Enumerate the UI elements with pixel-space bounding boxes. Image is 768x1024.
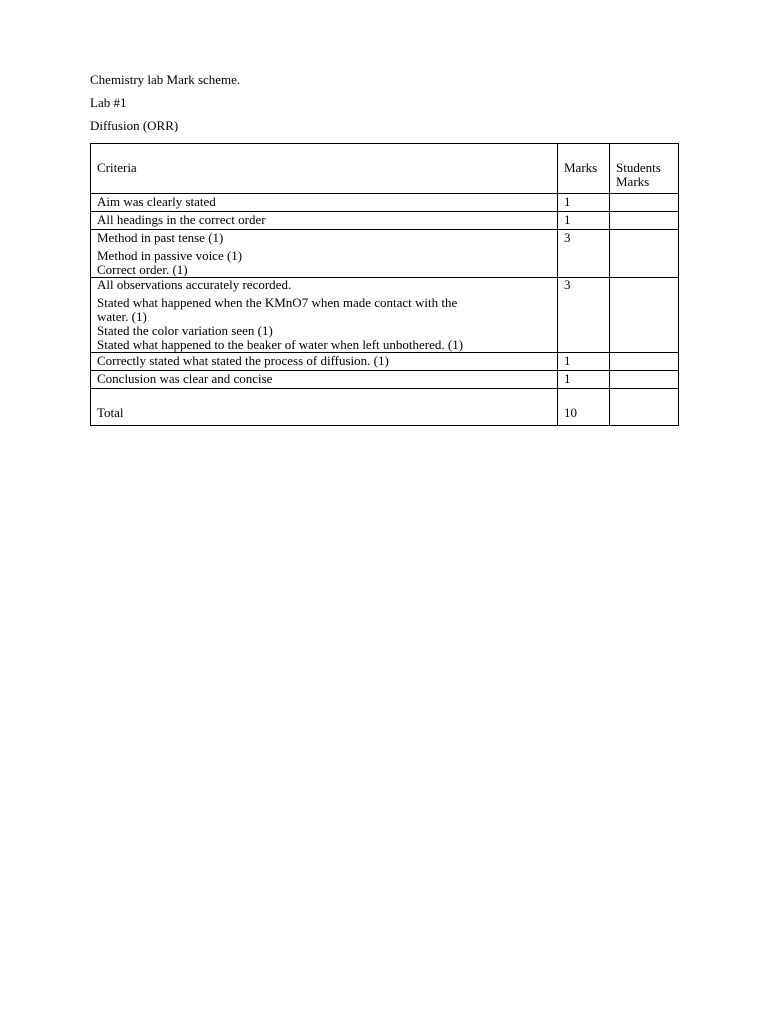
criteria-cell: [91, 278, 558, 353]
criteria-text: All headings in the correct order: [97, 212, 266, 227]
criteria-cell: [91, 212, 558, 230]
lab-number: Lab #1: [90, 95, 127, 110]
marks-cell: 3: [558, 278, 610, 353]
students-marks-cell[interactable]: [610, 278, 679, 353]
total-students-marks-cell[interactable]: [610, 389, 679, 426]
header-criteria: [91, 144, 558, 194]
criteria-text: Aim was clearly stated: [97, 194, 216, 209]
header-students-marks: [610, 144, 679, 194]
students-marks-cell[interactable]: [610, 230, 679, 278]
table-row: [91, 230, 679, 278]
total-label-cell: Total: [91, 389, 558, 426]
header-marks-label: Marks: [564, 160, 598, 175]
criteria-text: All observations accurately recorded.: [97, 277, 292, 292]
marks-cell: 1: [558, 212, 610, 230]
marks-cell: 3: [558, 230, 610, 278]
marks-cell: 1: [558, 371, 610, 389]
header-criteria-label: Criteria: [97, 160, 137, 175]
table-row: [91, 371, 679, 389]
document-title: Chemistry lab Mark scheme.: [90, 72, 241, 87]
mark-scheme-table: [90, 143, 679, 426]
header-marks: [558, 144, 610, 194]
criteria-cell: [91, 371, 558, 389]
criteria-text: Correctly stated what stated the process of diffusion. (1): [97, 353, 389, 368]
criteria-text: Conclusion was clear and concise: [97, 371, 273, 386]
criteria-text: Method in passive voice (1): [97, 248, 243, 263]
criteria-cell: [91, 194, 558, 212]
lab-topic: Diffusion (ORR): [90, 118, 179, 133]
students-marks-cell[interactable]: [610, 353, 679, 371]
students-marks-cell[interactable]: [610, 212, 679, 230]
students-marks-cell[interactable]: [610, 371, 679, 389]
criteria-text: Correct order. (1): [97, 262, 188, 277]
table-total-row: [91, 389, 679, 426]
marks-cell: 1: [558, 194, 610, 212]
students-marks-cell[interactable]: [610, 194, 679, 212]
criteria-text: Stated what happened to the beaker of water when left unbothered. (1): [97, 337, 464, 352]
total-marks-cell: 10: [558, 389, 610, 426]
criteria-cell: [91, 353, 558, 371]
header-students-label-1: Students: [616, 160, 661, 175]
table-row: [91, 353, 679, 371]
criteria-text: Method in past tense (1): [97, 230, 224, 245]
table-row: [91, 212, 679, 230]
criteria-text: Stated the color variation seen (1): [97, 323, 273, 338]
table-row: [91, 194, 679, 212]
criteria-cell: [91, 230, 558, 278]
header-students-label-2: Marks: [616, 174, 650, 189]
marks-cell: 1: [558, 353, 610, 371]
table-header-row: [91, 144, 679, 194]
criteria-text: water. (1): [97, 309, 147, 324]
criteria-text: Stated what happened when the KMnO7 when made contact with the: [97, 295, 458, 310]
table-row: [91, 278, 679, 353]
